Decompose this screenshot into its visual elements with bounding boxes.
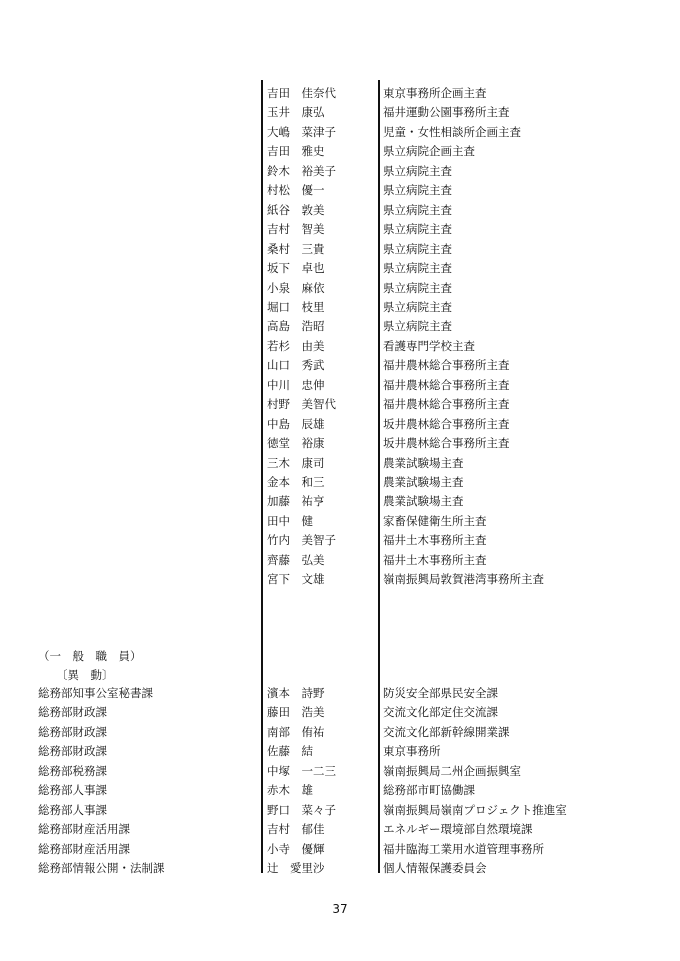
- person-name-cell: 村野 美智代: [267, 397, 336, 412]
- new-post-cell: 県立病院主査: [383, 280, 452, 295]
- list-item: [0, 684, 680, 703]
- section-title: （一 般 職 員）: [38, 649, 142, 663]
- new-post-cell: 農業試験場主査: [383, 475, 464, 489]
- new-post-cell: 県立病院主査: [383, 163, 452, 178]
- list-item: [0, 801, 680, 820]
- new-post-cell: 福井土木事務所主査: [383, 533, 487, 548]
- new-post-cell: 福井農林総合事務所主査: [383, 377, 510, 392]
- list-item: [0, 742, 680, 761]
- list-item: [0, 337, 680, 356]
- person-name-cell: 三木 康司: [267, 455, 325, 470]
- list-item: [0, 531, 680, 550]
- new-post-cell: 県立病院企画主査: [383, 144, 475, 159]
- list-item: [0, 84, 680, 103]
- person-name-cell: 山口 秀武: [267, 358, 325, 373]
- new-post-cell: 交流文化部定住交流課: [383, 705, 498, 720]
- person-name-cell: 宮下 文雄: [267, 572, 325, 587]
- department-cell: 総務部情報公開・法制課: [38, 861, 165, 876]
- new-post-cell: 坂井農林総合事務所主査: [383, 416, 510, 431]
- list-item: [0, 723, 680, 742]
- person-name-cell: 佐藤 結: [267, 744, 313, 759]
- list-item: [0, 279, 680, 298]
- new-post-cell: 東京事務所企画主査: [383, 86, 487, 100]
- department-cell: 総務部知事公室秘書課: [38, 686, 153, 700]
- person-name-cell: 村松 優一: [267, 183, 325, 198]
- new-post-cell: 総務部市町協働課: [383, 783, 475, 798]
- person-name-cell: 中塚 一二三: [267, 763, 336, 778]
- person-name-cell: 竹内 美智子: [267, 533, 336, 548]
- new-post-cell: 個人情報保護委員会: [383, 861, 487, 876]
- new-post-cell: 県立病院主査: [383, 183, 452, 198]
- list-item: [0, 240, 680, 259]
- person-name-cell: 堀口 枝里: [267, 299, 325, 314]
- new-post-cell: 県立病院主査: [383, 261, 452, 276]
- list-item: [0, 259, 680, 278]
- new-post-cell: 児童・女性相談所企画主査: [383, 124, 521, 139]
- new-post-cell: 福井農林総合事務所主査: [383, 358, 510, 373]
- department-cell: 総務部財政課: [38, 724, 107, 739]
- list-item: [0, 762, 680, 781]
- department-cell: 総務部人事課: [38, 802, 107, 817]
- person-name-cell: 吉村 智美: [267, 222, 325, 237]
- person-name-cell: 吉村 郁佳: [267, 822, 325, 837]
- list-item: [0, 570, 680, 589]
- page-number: 37: [332, 902, 348, 916]
- person-name-cell: 南部 侑祐: [267, 724, 325, 739]
- person-name-cell: 野口 菜々子: [267, 802, 336, 817]
- person-name-cell: 鈴木 裕美子: [267, 163, 336, 178]
- list-item: [0, 859, 680, 878]
- person-name-cell: 小寺 優輝: [267, 841, 325, 856]
- new-post-cell: 看護専門学校主査: [383, 338, 475, 353]
- person-name-cell: 小泉 麻依: [267, 280, 325, 295]
- person-name-cell: 加藤 祐亨: [267, 494, 325, 509]
- person-name-cell: 金本 和三: [267, 475, 325, 489]
- person-name-cell: 辻 愛里沙: [267, 861, 325, 876]
- new-post-cell: 県立病院主査: [383, 202, 452, 217]
- list-item: [0, 376, 680, 395]
- list-item: [0, 454, 680, 473]
- person-name-cell: 玉井 康弘: [267, 105, 325, 120]
- department-cell: 総務部税務課: [38, 763, 107, 778]
- person-name-cell: 中島 辰雄: [267, 416, 325, 431]
- person-name-cell: 齊藤 弘美: [267, 552, 325, 567]
- list-item: [0, 415, 680, 434]
- new-post-cell: 農業試験場主査: [383, 494, 464, 509]
- new-post-cell: 東京事務所: [383, 744, 441, 759]
- department-cell: 総務部財政課: [38, 705, 107, 720]
- person-name-cell: 中川 忠伸: [267, 377, 325, 392]
- new-post-cell: 嶺南振興局二州企画振興室: [383, 763, 521, 778]
- list-item: [0, 781, 680, 800]
- list-item: [0, 492, 680, 511]
- new-post-cell: 交流文化部新幹線開業課: [383, 724, 510, 739]
- new-post-cell: 嶺南振興局嶺南プロジェクト推進室: [383, 802, 567, 817]
- person-name-cell: 吉田 佳奈代: [267, 86, 336, 100]
- person-name-cell: 若杉 由美: [267, 338, 325, 353]
- department-cell: 総務部財政課: [38, 744, 107, 759]
- list-item: [0, 473, 680, 492]
- new-post-cell: 農業試験場主査: [383, 455, 464, 470]
- department-cell: 総務部財産活用課: [38, 822, 130, 837]
- department-cell: 総務部人事課: [38, 783, 107, 798]
- list-item: [0, 434, 680, 453]
- list-item: [0, 395, 680, 414]
- person-name-cell: 徳堂 裕康: [267, 436, 325, 451]
- new-post-cell: 坂井農林総合事務所主査: [383, 436, 510, 451]
- person-name-cell: 坂下 卓也: [267, 261, 325, 276]
- new-post-cell: 福井臨海工業用水道管理事務所: [383, 841, 544, 856]
- new-post-cell: 県立病院主査: [383, 241, 452, 256]
- person-name-cell: 大嶋 菜津子: [267, 124, 336, 139]
- list-item: [0, 551, 680, 570]
- person-name-cell: 濱本 詩野: [267, 686, 325, 700]
- list-item: [0, 123, 680, 142]
- list-item: [0, 703, 680, 722]
- list-item: [0, 162, 680, 181]
- department-cell: 総務部財産活用課: [38, 841, 130, 856]
- list-item: [0, 220, 680, 239]
- list-item: [0, 298, 680, 317]
- person-name-cell: 紙谷 敦美: [267, 202, 325, 217]
- list-item: [0, 840, 680, 859]
- subsection-title: 〔異 動〕: [56, 668, 114, 682]
- new-post-cell: 家畜保健衛生所主査: [383, 513, 487, 528]
- list-item: [0, 317, 680, 336]
- person-name-cell: 田中 健: [267, 513, 313, 528]
- new-post-cell: 福井運動公園事務所主査: [383, 105, 510, 120]
- new-post-cell: 県立病院主査: [383, 319, 452, 334]
- new-post-cell: 福井土木事務所主査: [383, 552, 487, 567]
- list-item: [0, 103, 680, 122]
- person-name-cell: 赤木 雄: [267, 783, 313, 798]
- list-item: [0, 356, 680, 375]
- new-post-cell: 県立病院主査: [383, 222, 452, 237]
- list-item: [0, 820, 680, 839]
- list-item: [0, 181, 680, 200]
- person-name-cell: 高島 浩昭: [267, 319, 325, 334]
- new-post-cell: 防災安全部県民安全課: [383, 686, 498, 700]
- new-post-cell: エネルギー環境部自然環境課: [383, 822, 533, 837]
- person-name-cell: 桑村 三貴: [267, 241, 325, 256]
- person-name-cell: 吉田 雅史: [267, 144, 325, 159]
- list-item: [0, 201, 680, 220]
- new-post-cell: 嶺南振興局敦賀港湾事務所主査: [383, 572, 544, 587]
- list-item: [0, 512, 680, 531]
- person-name-cell: 藤田 浩美: [267, 705, 325, 720]
- new-post-cell: 県立病院主査: [383, 299, 452, 314]
- new-post-cell: 福井農林総合事務所主査: [383, 397, 510, 412]
- list-item: [0, 142, 680, 161]
